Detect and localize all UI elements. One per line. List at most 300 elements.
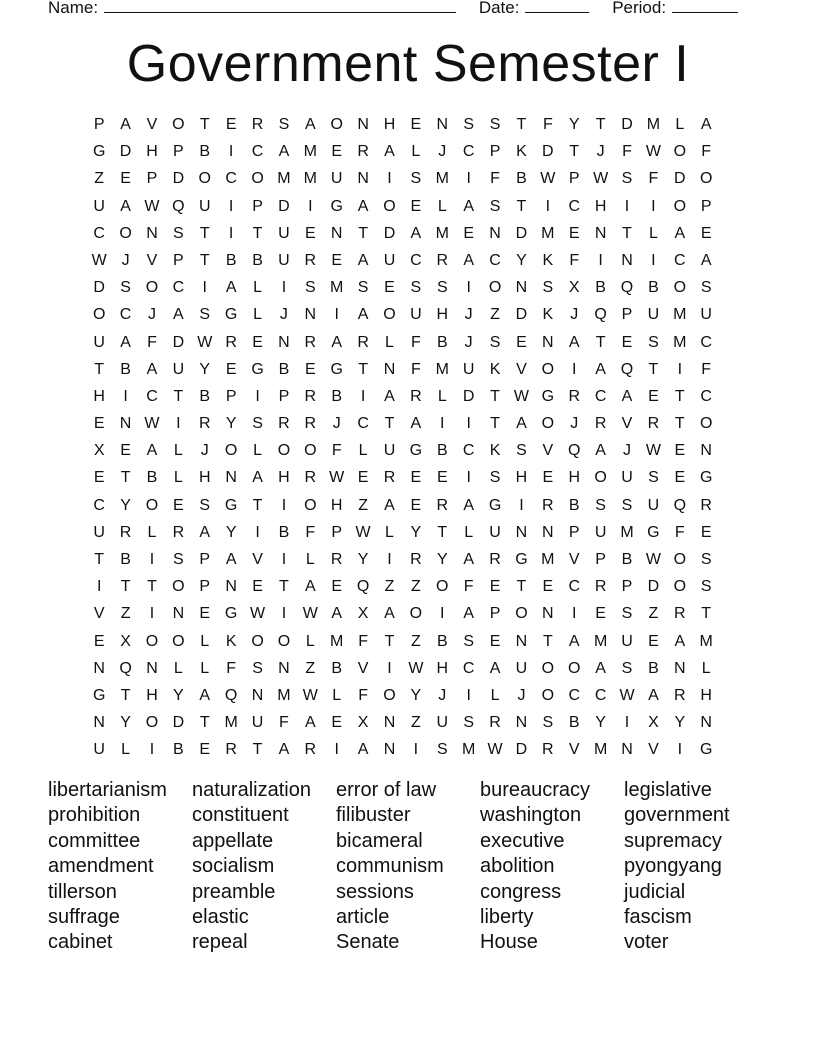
- grid-letter: O: [145, 714, 159, 732]
- grid-letter: E: [384, 279, 395, 297]
- grid-letter: U: [198, 197, 211, 215]
- grid-letter: D: [674, 170, 686, 188]
- grid-letter: R: [225, 333, 237, 351]
- grid-letter: T: [279, 578, 289, 596]
- grid-row: [86, 519, 719, 546]
- grid-letter: B: [436, 333, 448, 351]
- grid-letter: W: [408, 659, 424, 677]
- grid-letter: M: [699, 632, 713, 650]
- grid-letter: Y: [225, 523, 237, 541]
- grid-letter: N: [278, 659, 290, 677]
- grid-letter: M: [303, 143, 317, 161]
- grid-row: [86, 546, 719, 573]
- grid-letter: N: [542, 333, 554, 351]
- grid-letter: R: [410, 387, 422, 405]
- grid-letter: N: [357, 170, 369, 188]
- grid-letter: S: [199, 306, 211, 324]
- grid-letter: X: [648, 714, 659, 732]
- grid-letter: R: [700, 496, 712, 514]
- grid-letter: O: [383, 197, 396, 215]
- grid-letter: P: [278, 387, 290, 405]
- grid-letter: R: [674, 605, 686, 623]
- grid-letter: I: [466, 469, 471, 487]
- grid-letter: O: [172, 632, 185, 650]
- grid-letter: C: [146, 387, 158, 405]
- word-bank-item: government: [624, 804, 730, 827]
- grid-letter: E: [199, 605, 211, 623]
- grid-letter: P: [489, 605, 501, 623]
- grid-letter: C: [119, 306, 132, 324]
- grid-letter: A: [278, 741, 290, 759]
- grid-letter: O: [436, 578, 449, 596]
- grid-letter: F: [674, 523, 685, 541]
- grid-letter: S: [199, 496, 211, 514]
- grid-letter: O: [699, 170, 713, 188]
- grid-letter: C: [357, 415, 369, 433]
- grid-letter: L: [648, 224, 658, 242]
- grid-letter: Q: [568, 442, 581, 460]
- grid-letter: A: [146, 442, 158, 460]
- grid-letter: M: [673, 306, 687, 324]
- grid-letter: C: [410, 251, 422, 269]
- grid-letter: N: [515, 714, 528, 732]
- grid-letter: O: [330, 116, 343, 133]
- grid-letter: R: [410, 551, 422, 568]
- grid-letter: M: [541, 224, 555, 242]
- word-bank-item: cabinet: [48, 931, 113, 954]
- grid-letter: L: [200, 632, 210, 650]
- grid-letter: A: [489, 659, 501, 677]
- grid-letter: N: [304, 306, 317, 324]
- grid-letter: E: [252, 578, 263, 596]
- grid-letter: T: [490, 387, 500, 405]
- word-bank-item: error of law: [336, 779, 437, 801]
- word-bank-item: socialism: [192, 855, 275, 878]
- grid-letter: N: [225, 578, 237, 596]
- word-bank-item: appellate: [192, 829, 274, 852]
- grid-letter: R: [383, 469, 396, 487]
- grid-letter: R: [357, 143, 369, 161]
- grid-letter: E: [304, 224, 316, 242]
- grid-letter: O: [673, 197, 687, 215]
- grid-letter: S: [436, 741, 448, 759]
- grid-letter: U: [383, 442, 396, 460]
- grid-letter: I: [149, 605, 155, 623]
- grid-letter: T: [648, 360, 659, 378]
- grid-letter: T: [147, 578, 157, 596]
- grid-letter: J: [570, 306, 579, 324]
- grid-letter: G: [488, 496, 502, 514]
- grid-letter: A: [410, 224, 422, 242]
- grid-letter: A: [674, 224, 686, 242]
- grid-letter: G: [541, 387, 555, 405]
- period-label: Period:: [612, 0, 667, 17]
- grid-letter: W: [91, 251, 107, 269]
- grid-letter: O: [383, 686, 396, 704]
- grid-letter: L: [173, 469, 183, 487]
- grid-letter: N: [146, 224, 158, 242]
- grid-letter: R: [198, 415, 211, 433]
- word-bank-item: Senate: [336, 931, 400, 954]
- grid-letter: P: [93, 116, 105, 133]
- grid-letter: Z: [305, 659, 316, 677]
- grid-row: [86, 736, 719, 763]
- grid-letter: I: [572, 360, 577, 378]
- grid-letter: S: [304, 279, 316, 297]
- grid-letter: N: [700, 714, 712, 732]
- grid-row: [86, 464, 719, 491]
- grid-letter: J: [121, 251, 130, 269]
- grid-letter: I: [281, 551, 287, 568]
- grid-letter: E: [173, 496, 184, 514]
- grid-letter: F: [410, 333, 421, 351]
- grid-letter: M: [224, 714, 238, 732]
- grid-letter: G: [515, 551, 528, 568]
- grid-letter: B: [278, 360, 290, 378]
- grid-letter: P: [621, 578, 633, 596]
- grid-letter: U: [462, 360, 475, 378]
- grid-letter: R: [674, 686, 686, 704]
- grid-letter: L: [385, 333, 394, 351]
- grid-letter: E: [648, 387, 659, 405]
- grid-letter: I: [308, 197, 313, 215]
- word-bank-item: House: [480, 931, 538, 954]
- grid-letter: O: [383, 306, 396, 324]
- grid-letter: D: [515, 224, 528, 242]
- grid-letter: A: [199, 686, 211, 704]
- grid-letter: I: [123, 387, 128, 405]
- grid-letter: J: [200, 442, 209, 460]
- grid-letter: R: [594, 578, 607, 596]
- grid-letter: E: [93, 632, 105, 650]
- grid-letter: O: [277, 442, 291, 460]
- grid-letter: A: [173, 306, 184, 324]
- grid-letter: W: [645, 442, 661, 460]
- grid-letter: D: [278, 197, 290, 215]
- grid-letter: W: [619, 686, 635, 704]
- grid-letter: O: [568, 659, 581, 677]
- grid-letter: O: [145, 632, 159, 650]
- grid-letter: M: [620, 523, 634, 541]
- grid-letter: S: [542, 279, 554, 297]
- grid-letter: J: [332, 415, 341, 433]
- grid-letter: U: [278, 224, 290, 242]
- grid-letter: J: [570, 415, 579, 433]
- grid-letter: I: [202, 279, 207, 297]
- grid-letter: B: [120, 360, 131, 378]
- grid-letter: I: [677, 360, 683, 378]
- grid-letter: Q: [594, 306, 607, 324]
- grid-letter: B: [595, 279, 606, 297]
- grid-letter: A: [357, 741, 369, 759]
- grid-letter: B: [278, 523, 290, 541]
- grid-letter: O: [277, 632, 291, 650]
- grid-letter: O: [92, 306, 106, 324]
- grid-letter: I: [598, 251, 603, 269]
- grid-row: [86, 628, 719, 655]
- grid-letter: O: [251, 632, 264, 650]
- grid-letter: P: [173, 143, 184, 161]
- grid-letter: C: [674, 251, 686, 269]
- word-bank-item: supremacy: [624, 829, 722, 852]
- grid-letter: R: [489, 551, 501, 568]
- grid-letter: G: [330, 197, 343, 215]
- grid-letter: Z: [94, 170, 105, 188]
- grid-letter: O: [515, 605, 528, 623]
- grid-letter: O: [673, 551, 687, 568]
- grid-row: [86, 165, 719, 192]
- grid-letter: U: [489, 523, 501, 541]
- grid-letter: N: [515, 632, 528, 650]
- grid-letter: F: [410, 360, 421, 378]
- word-bank-column: [480, 778, 624, 956]
- grid-letter: L: [173, 442, 183, 460]
- grid-letter: A: [331, 605, 343, 623]
- grid-letter: N: [251, 686, 264, 704]
- name-line: [104, 0, 456, 13]
- word-bank-item: voter: [624, 931, 669, 954]
- grid-letter: P: [199, 578, 211, 596]
- grid-letter: C: [93, 496, 105, 514]
- grid-letter: M: [673, 333, 687, 351]
- grid-letter: N: [700, 442, 712, 460]
- word-bank-item: communism: [336, 855, 444, 878]
- grid-row: [86, 600, 719, 627]
- grid-letter: L: [332, 686, 342, 704]
- grid-letter: U: [515, 659, 528, 677]
- grid-letter: S: [489, 333, 501, 351]
- grid-letter: S: [542, 714, 554, 732]
- grid-letter: E: [463, 224, 474, 242]
- grid-letter: S: [410, 170, 422, 188]
- grid-letter: I: [651, 197, 656, 215]
- grid-letter: C: [489, 251, 501, 269]
- grid-letter: F: [648, 170, 659, 188]
- grid-letter: Z: [358, 496, 368, 514]
- grid-letter: S: [463, 714, 474, 732]
- name-field[interactable]: [48, 0, 456, 18]
- grid-letter: Q: [673, 496, 687, 514]
- grid-letter: U: [436, 714, 449, 732]
- grid-letter: B: [436, 632, 448, 650]
- grid-letter: R: [304, 741, 317, 759]
- grid-letter: N: [621, 741, 633, 759]
- grid-row: [86, 410, 719, 437]
- grid-letter: V: [146, 116, 158, 133]
- grid-letter: N: [515, 279, 528, 297]
- grid-letter: L: [253, 442, 262, 460]
- grid-letter: R: [568, 387, 580, 405]
- grid-letter: T: [199, 224, 210, 242]
- date-field[interactable]: [479, 0, 590, 18]
- grid-letter: P: [489, 143, 501, 161]
- grid-letter: T: [516, 116, 527, 133]
- grid-letter: T: [252, 496, 263, 514]
- grid-letter: L: [675, 116, 685, 133]
- grid-letter: T: [516, 197, 527, 215]
- grid-row: [86, 573, 719, 600]
- grid-letter: N: [621, 251, 633, 269]
- word-bank-item: constituent: [192, 804, 289, 827]
- grid-letter: O: [224, 442, 238, 460]
- grid-letter: I: [466, 415, 471, 433]
- grid-letter: B: [648, 659, 659, 677]
- grid-letter: O: [673, 143, 687, 161]
- grid-letter: W: [487, 741, 503, 759]
- grid-letter: M: [646, 116, 661, 133]
- grid-letter: E: [304, 360, 316, 378]
- grid-letter: B: [225, 251, 237, 269]
- grid-row: [86, 274, 719, 301]
- grid-letter: R: [436, 496, 449, 514]
- grid-letter: W: [302, 605, 318, 623]
- grid-letter: U: [93, 197, 105, 215]
- grid-letter: H: [146, 686, 158, 704]
- grid-letter: E: [331, 714, 343, 732]
- grid-letter: I: [334, 306, 339, 324]
- grid-letter: C: [568, 686, 580, 704]
- grid-letter: A: [304, 116, 316, 133]
- grid-letter: R: [542, 496, 554, 514]
- grid-letter: Q: [356, 578, 370, 596]
- grid-letter: V: [516, 360, 527, 378]
- grid-letter: B: [331, 387, 343, 405]
- grid-letter: H: [383, 116, 396, 133]
- grid-letter: V: [252, 551, 263, 568]
- grid-letter: S: [595, 496, 606, 514]
- grid-letter: B: [199, 387, 211, 405]
- grid-letter: A: [146, 360, 158, 378]
- grid-letter: G: [699, 469, 713, 487]
- grid-letter: S: [489, 116, 501, 133]
- grid-letter: H: [568, 469, 580, 487]
- grid-letter: K: [516, 143, 527, 161]
- grid-letter: U: [594, 523, 607, 541]
- grid-letter: T: [199, 251, 210, 269]
- grid-letter: C: [172, 279, 185, 297]
- grid-row: [86, 356, 719, 383]
- grid-letter: R: [304, 415, 317, 433]
- grid-letter: J: [464, 306, 473, 324]
- grid-letter: I: [624, 197, 630, 215]
- grid-letter: V: [542, 442, 554, 460]
- grid-letter: I: [387, 659, 392, 677]
- grid-letter: S: [700, 279, 712, 297]
- word-bank-item: congress: [480, 880, 562, 903]
- grid-letter: E: [225, 360, 237, 378]
- grid-letter: E: [489, 578, 501, 596]
- grid-letter: A: [252, 469, 263, 487]
- grid-letter: M: [435, 170, 449, 188]
- grid-letter: B: [568, 496, 580, 514]
- grid-letter: E: [516, 333, 527, 351]
- grid-letter: M: [277, 686, 291, 704]
- grid-letter: N: [594, 224, 607, 242]
- grid-letter: K: [489, 360, 501, 378]
- grid-letter: A: [674, 632, 686, 650]
- grid-letter: I: [466, 279, 471, 297]
- grid-letter: F: [331, 442, 342, 460]
- grid-letter: F: [358, 686, 368, 704]
- grid-letter: T: [252, 224, 263, 242]
- grid-letter: O: [119, 224, 132, 242]
- grid-letter: M: [277, 170, 291, 188]
- grid-letter: S: [516, 442, 527, 460]
- grid-letter: E: [595, 605, 606, 623]
- grid-letter: L: [121, 741, 131, 759]
- grid-row: [86, 655, 719, 682]
- grid-letter: N: [383, 741, 396, 759]
- grid-letter: G: [224, 496, 238, 514]
- grid-letter: T: [384, 632, 395, 650]
- grid-row: [86, 247, 719, 274]
- grid-letter: I: [281, 279, 287, 297]
- grid-letter: C: [568, 578, 580, 596]
- grid-letter: B: [568, 714, 580, 732]
- grid-letter: I: [624, 714, 630, 732]
- period-field[interactable]: [612, 0, 738, 18]
- word-bank-item: amendment: [48, 855, 154, 878]
- date-label: Date:: [478, 0, 520, 17]
- grid-letter: Y: [595, 714, 606, 732]
- grid-letter: H: [146, 143, 158, 161]
- grid-letter: O: [251, 170, 264, 188]
- grid-letter: W: [355, 523, 371, 541]
- word-bank-item: legislative: [624, 779, 712, 801]
- grid-letter: J: [147, 306, 156, 324]
- page-title: Government Semester I: [126, 35, 690, 93]
- grid-letter: D: [93, 279, 105, 297]
- grid-letter: P: [568, 170, 580, 188]
- grid-letter: B: [199, 143, 211, 161]
- grid-letter: W: [513, 387, 529, 405]
- grid-letter: N: [172, 605, 185, 623]
- grid-letter: E: [120, 170, 131, 188]
- word-bank-item: pyongyang: [624, 855, 722, 878]
- grid-letter: S: [173, 551, 184, 568]
- grid-letter: X: [568, 279, 580, 297]
- grid-letter: T: [120, 578, 131, 596]
- grid-letter: B: [173, 741, 184, 759]
- grid-letter: I: [360, 387, 366, 405]
- grid-letter: M: [303, 170, 317, 188]
- grid-letter: O: [541, 659, 555, 677]
- grid-letter: U: [700, 306, 712, 324]
- grid-row: [86, 111, 719, 138]
- grid-letter: O: [145, 279, 159, 297]
- grid-letter: S: [700, 578, 712, 596]
- grid-letter: O: [673, 578, 687, 596]
- grid-letter: I: [545, 197, 551, 215]
- grid-letter: S: [621, 170, 633, 188]
- grid-letter: R: [304, 251, 317, 269]
- grid-letter: P: [331, 523, 343, 541]
- grid-letter: C: [594, 387, 607, 405]
- grid-letter: Z: [410, 714, 421, 732]
- grid-letter: S: [410, 279, 422, 297]
- grid-letter: A: [568, 632, 580, 650]
- grid-letter: J: [623, 442, 631, 460]
- grid-letter: Y: [410, 523, 422, 541]
- grid-letter: E: [621, 333, 633, 351]
- grid-letter: E: [436, 469, 448, 487]
- grid-letter: H: [330, 496, 343, 514]
- grid-letter: D: [515, 741, 528, 759]
- grid-letter: I: [176, 415, 181, 433]
- grid-letter: L: [173, 659, 183, 677]
- word-bank-item: judicial: [624, 880, 686, 903]
- grid-letter: A: [278, 143, 290, 161]
